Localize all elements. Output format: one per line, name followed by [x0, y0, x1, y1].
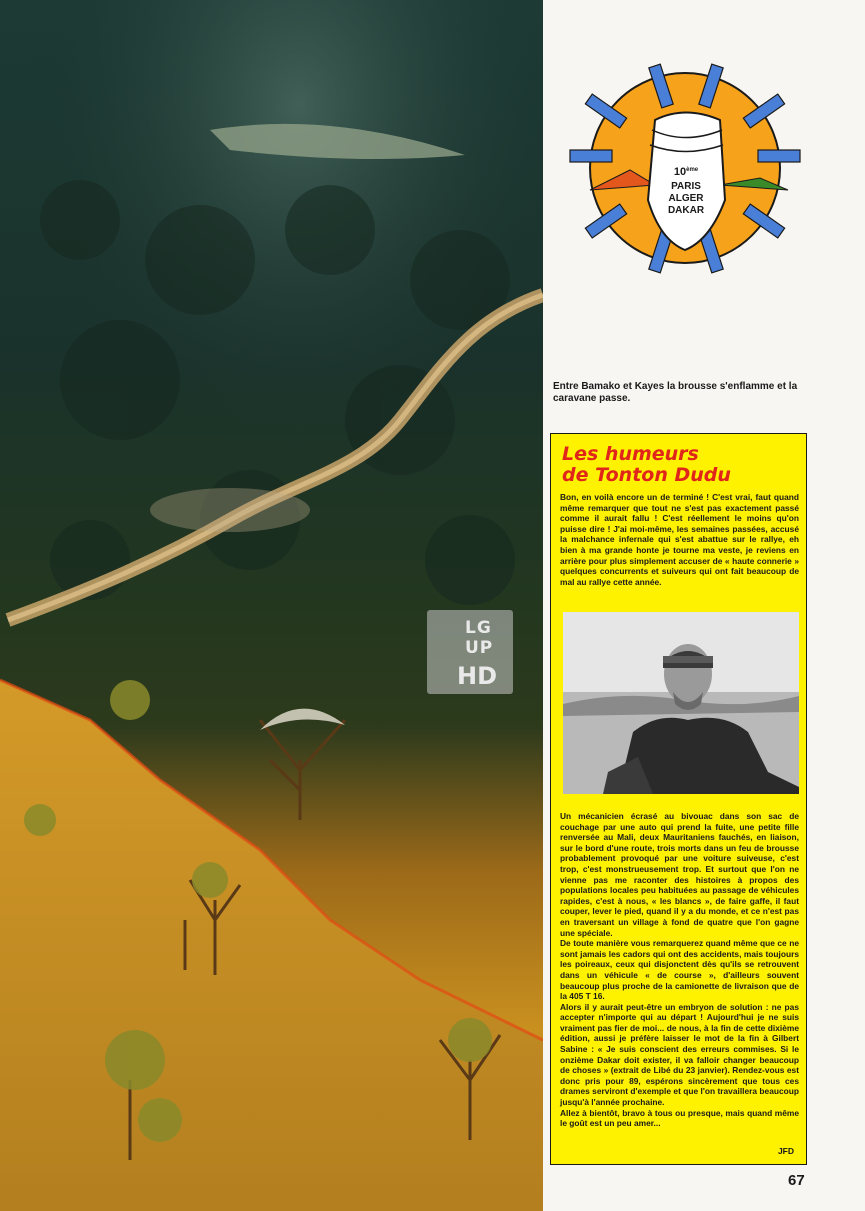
watermark-text-top: LG UP: [465, 618, 494, 658]
article-body: [560, 811, 799, 1129]
page-number: 67: [788, 1172, 805, 1189]
article-title: [562, 444, 731, 486]
paragraph-3: De toute manière vous remarquerez quand même que ce ne sont jamais les cadors qui ont des accidents, mais toujours les poireaux, ceux qui disjonctent dès qu'ils se retrouvent dans un véhicule « de course », d'ailleurs souvent beaucoup plus proche de la camionette de livraison que de la 405 T 16.: [560, 938, 799, 1002]
article-box: [550, 433, 807, 1165]
paragraph-1: Bon, en voilà encore un de terminé ! C'est vrai, faut quand même remarquer que tout ne s'est pas exactement passé comme il aurait fallu ! C'est réellement le moins qu'on puisse dire ! J'ai moi-même, les semaines passées, accusé la malchance infernale qui s'est abattue sur le rallye, eh bien à ma grande honte je tourne ma veste, je reviens en arrière pour plus simplement accuser de « haute connerie » quelques concurrents et suiveurs qui ont fait beaucoup de mal au rallye cette année.: [560, 492, 799, 587]
photo-caption: Entre Bamako et Kayes la brousse s'enflamme et la caravane passe.: [553, 381, 798, 404]
logo-line-dakar: DAKAR: [667, 205, 705, 216]
author-signature: JFD: [777, 1146, 794, 1156]
watermark-text-hd: HD: [457, 662, 498, 690]
paragraph-5: Allez à bientôt, bravo à tous ou presque, mais quand même le goût est un peu amer...: [560, 1107, 799, 1129]
author-portrait-photo: [563, 612, 799, 794]
article-intro: [560, 492, 799, 587]
logo-edition: 10ème: [673, 166, 699, 178]
paragraph-4: Alors il y aurait peut-être un embryon de solution : ne pas accepter n'importe qui au départ ! Aujourd'hui je ne suis vraiment pas fier de moi... de nous, à la fin de cette dixième édition, aussi je préfère laisser le mot de la fin à Gilbert Sabine : « Je suis conscient des erreurs commises. Si le onzième Dakar doit exister, il va falloir changer beaucoup de choses » (extrait de Libé du 23 janvier). Rendez-vous est donc pris pour 89, espérons sincèrement que tous ces drames serviront d'exemple et que l'on travaillera beaucoup jusqu'à l'année prochaine.: [560, 1001, 799, 1108]
watermark-logo: [427, 610, 513, 694]
paragraph-2: Un mécanicien écrasé au bivouac dans son sac de couchage par une auto qui prend la fuite, une petite fille renversée au Mali, deux Mauritaniens fauchés, en liaison, sur le bord d'une route, trois morts dans un feu de brousse probablement provoqué par une voiture suiveuse, c'est trop, c'est monstrueusement trop. Et surtout que l'on ne vienne pas me raconter des histoires à propos des populations locales peu habituées au passage de véhicules rapides, c'est à nous, « les blancs », de faire gaffe, il faut couper, lever le pied, quand il y a du monde, et ce n'est pas en traversant un village à fond de quatre que l'on gagne une spéciale.: [560, 811, 799, 938]
portrait-illustration: [563, 612, 799, 794]
title-line-2: de Tonton Dudu: [562, 464, 731, 486]
paris-alger-dakar-logo: [560, 50, 810, 290]
title-line-1: Les humeurs: [562, 443, 699, 465]
logo-line-paris: PARIS: [671, 181, 701, 192]
logo-line-alger: ALGER: [668, 193, 704, 204]
sun-spark-plugs-icon: [560, 50, 810, 290]
